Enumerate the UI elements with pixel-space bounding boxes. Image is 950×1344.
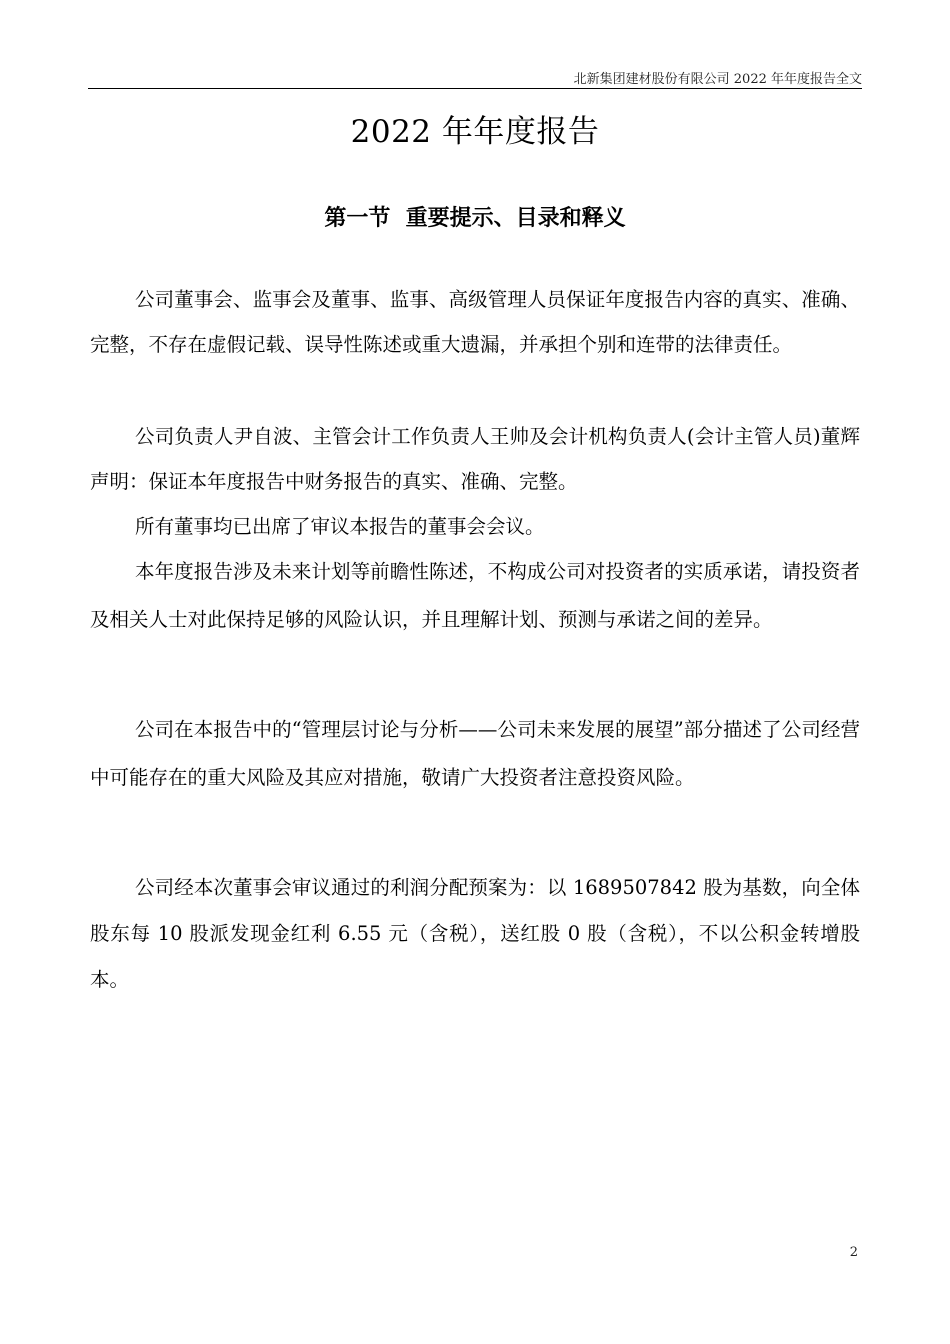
paragraph-risk-notice: 公司在本报告中的“管理层讨论与分析——公司未来发展的展望”部分描述了公司经营中可能存在的重大风险及其应对措施，敬请广大投资者注意投资风险。 [90, 718, 860, 789]
paragraph-profit-distribution: 公司经本次董事会审议通过的利润分配预案为：以 1689507842 股为基数，向全体股东每 10 股派发现金红利 6.55 元（含税），送红股 0 股（含税），不以公积金转增股本。 [90, 876, 860, 991]
paragraph-board-guarantee: 公司董事会、监事会及董事、监事、高级管理人员保证年度报告内容的真实、准确、完整，不存在虚假记载、误导性陈述或重大遗漏，并承担个别和连带的法律责任。 [90, 288, 860, 356]
header-divider [88, 88, 862, 89]
paragraph-responsible-persons: 公司负责人尹自波、主管会计工作负责人王帅及会计机构负责人(会计主管人员)董辉声明：保证本年度报告中财务报告的真实、准确、完整。 [90, 425, 860, 493]
paragraph-forward-looking: 本年度报告涉及未来计划等前瞻性陈述，不构成公司对投资者的实质承诺，请投资者及相关人士对此保持足够的风险认识，并且理解计划、预测与承诺之间的差异。 [90, 560, 860, 631]
page-number: 2 [849, 1245, 858, 1260]
section-title: 第一节 重要提示、目录和释义 [324, 205, 626, 231]
running-header: 北新集团建材股份有限公司 2022 年年度报告全文 [573, 72, 862, 87]
paragraph-attendance: 所有董事均已出席了审议本报告的董事会会议。 [135, 515, 545, 538]
document-title: 2022 年年度报告 [350, 114, 600, 150]
